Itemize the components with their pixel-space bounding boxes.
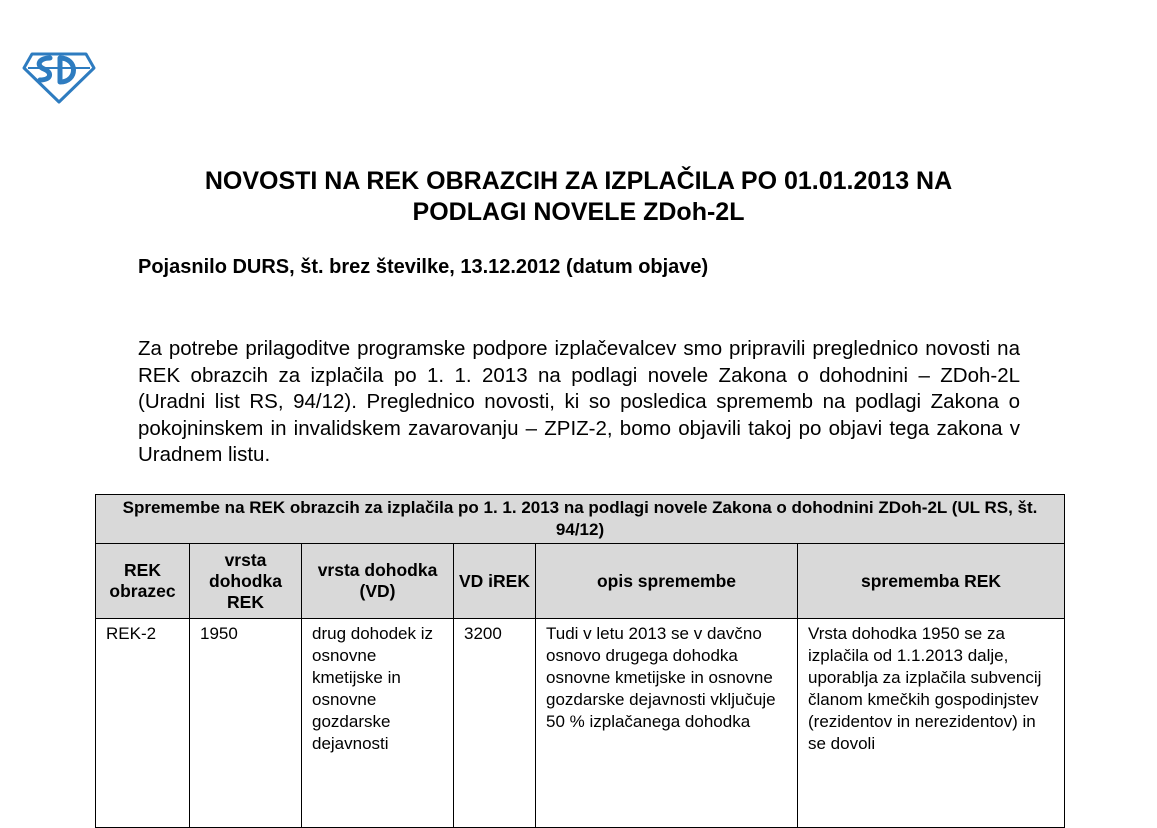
column-header-opis-spremembe: opis spremembe <box>536 544 798 619</box>
cell-opis-spremembe: Tudi v letu 2013 se v davčno osnovo drugega dohodka osnovne kmetijske in osnovne gozdarske dejavnosti vključuje 50 % izplačanega dohodka <box>536 619 798 828</box>
column-header-rek-obrazec: REK obrazec <box>96 544 190 619</box>
column-header-vrsta-dohodka-rek: vrsta dohodka REK <box>190 544 302 619</box>
table-caption: Spremembe na REK obrazcih za izplačila po 1. 1. 2013 na podlagi novele Zakona o dohodnini ZDoh-2L (UL RS, št. 94/12) <box>96 495 1065 544</box>
table-row <box>96 619 1065 828</box>
document-subtitle: Pojasnilo DURS, št. brez številke, 13.12.2012 (datum objave) <box>138 256 709 278</box>
title-line-2: PODLAGI NOVELE ZDoh-2L <box>412 198 745 226</box>
changes-table <box>95 494 1065 828</box>
cell-rek-obrazec: REK-2 <box>96 619 190 828</box>
intro-paragraph: Za potrebe prilagoditve programske podpore izplačevalcev smo pripravili preglednico novosti na REK obrazcih za izplačila po 1. 1. 2013 na podlagi novele Zakona o dohodnini – ZDoh-2L (Uradni list RS, 94/12). Preglednico novosti, ki so posledica sprememb na podlagi Zakona o pokojninskem in invalidskem zavarovanju – ZPIZ-2, bomo objavili takoj po objavi tega zakona v Uradnem listu. <box>138 337 1020 467</box>
title-line-1: NOVOSTI NA REK OBRAZCIH ZA IZPLAČILA PO 01.01.2013 NA <box>204 167 953 195</box>
table-header-row <box>96 544 1065 619</box>
column-header-vd-irek: VD iREK <box>454 544 536 619</box>
company-logo-icon <box>22 48 96 104</box>
cell-vrsta-dohodka-rek: 1950 <box>190 619 302 828</box>
cell-vrsta-dohodka-vd: drug dohodek iz osnovne kmetijske in osnovne gozdarske dejavnosti <box>302 619 454 828</box>
column-header-sprememba-rek: sprememba REK <box>798 544 1065 619</box>
cell-vd-irek: 3200 <box>454 619 536 828</box>
column-header-vrsta-dohodka-vd: vrsta dohodka (VD) <box>302 544 454 619</box>
cell-sprememba-rek: Vrsta dohodka 1950 se za izplačila od 1.1.2013 dalje, uporablja za izplačila subvencij članom kmečkih gospodinjstev (rezidentov in nerezidentov) in se dovoli <box>798 619 1065 828</box>
document-title <box>0 166 1157 228</box>
